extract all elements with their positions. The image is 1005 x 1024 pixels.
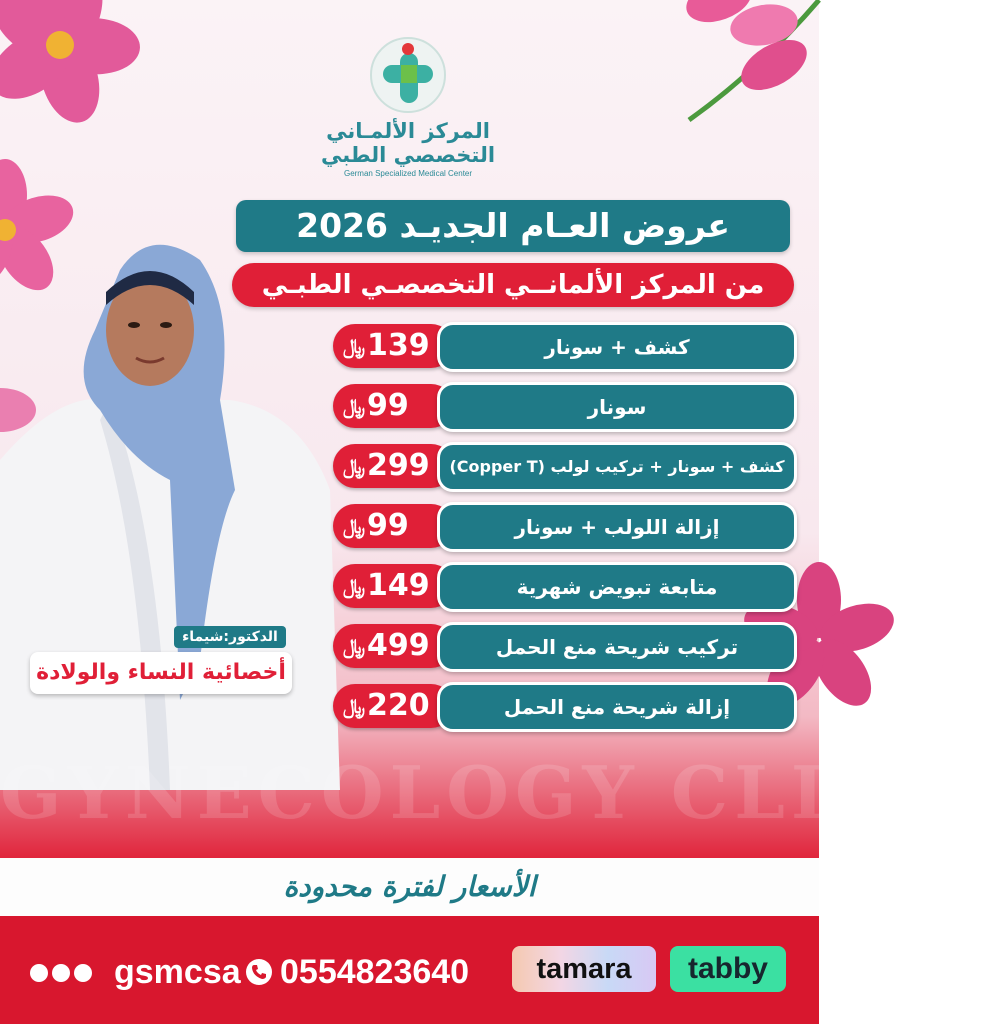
tulip-decoration-top-right [669,0,839,130]
offer-item [333,382,793,430]
tabby-logo: tabby [670,946,786,992]
offer-price [333,684,453,728]
riyal-icon: ﷼ [343,514,366,538]
riyal-icon: ﷼ [343,334,366,358]
offer-name: كشف + سونار [437,322,797,372]
social-icons [30,962,96,982]
offer-name: متابعة تبويض شهرية [437,562,797,612]
doctor-photo [0,230,340,790]
riyal-icon: ﷼ [343,694,366,718]
doctor-name-label: الدكتور:شيماء [174,626,286,648]
offer-name: سونار [437,382,797,432]
offer-item [333,322,793,370]
medical-cross-logo-icon [368,35,448,115]
phone-number[interactable]: 0554823640 [280,953,470,991]
offer-name: تركيب شريحة منع الحمل [437,622,797,672]
offer-item [333,622,793,670]
offer-price-value: 499 [367,628,430,663]
tiktok-icon[interactable] [52,964,70,982]
offer-name: إزالة اللولب + سونار [437,502,797,552]
offer-price [333,324,453,368]
offer-price-value: 220 [367,688,430,723]
offer-item [333,442,793,490]
center-logo [318,35,498,178]
social-handle[interactable]: gsmcsa [114,953,241,991]
offer-price [333,624,453,668]
offers-list [333,322,793,742]
offer-price [333,504,453,548]
riyal-icon: ﷼ [343,634,366,658]
offer-price-value: 139 [367,328,430,363]
watermark-text: GYNECOLOGY CLINIC [0,750,1005,835]
offer-price-value: 99 [367,388,409,423]
offer-price-value: 149 [367,568,430,603]
snapchat-icon[interactable] [74,964,92,982]
logo-name-arabic-line2: التخصصي الطبي [320,143,496,167]
offer-price [333,384,453,428]
offer-name: كشف + سونار + تركيب لولب (Copper T) [437,442,797,492]
riyal-icon: ﷼ [343,574,366,598]
offer-item [333,682,793,730]
offer-item [333,562,793,610]
phone-icon [246,959,272,985]
logo-name-arabic-line1: المركز الألمـاني [326,119,490,143]
logo-name-english: German Specialized Medical Center [343,169,473,178]
riyal-icon: ﷼ [343,454,366,478]
limited-offer-banner [0,858,819,916]
offer-name: إزالة شريحة منع الحمل [437,682,797,732]
offer-price [333,444,453,488]
flower-decoration-top-left [0,0,160,140]
offer-price [333,564,453,608]
riyal-icon: ﷼ [343,394,366,418]
footer [0,916,819,1024]
offer-price-value: 299 [367,448,430,483]
instagram-icon[interactable] [30,964,48,982]
doctor-specialty: أخصائية النساء والولادة [30,652,292,694]
tamara-logo: tamara [512,946,656,992]
headline-title: عروض العـام الجديـد 2026 [236,200,790,252]
limited-offer-text: الأسعار لفترة محدودة [283,870,536,903]
offer-price-value: 99 [367,508,409,543]
offer-item [333,502,793,550]
headline-subtitle: من المركز الألمانــي التخصصـي الطبـي [232,263,794,307]
